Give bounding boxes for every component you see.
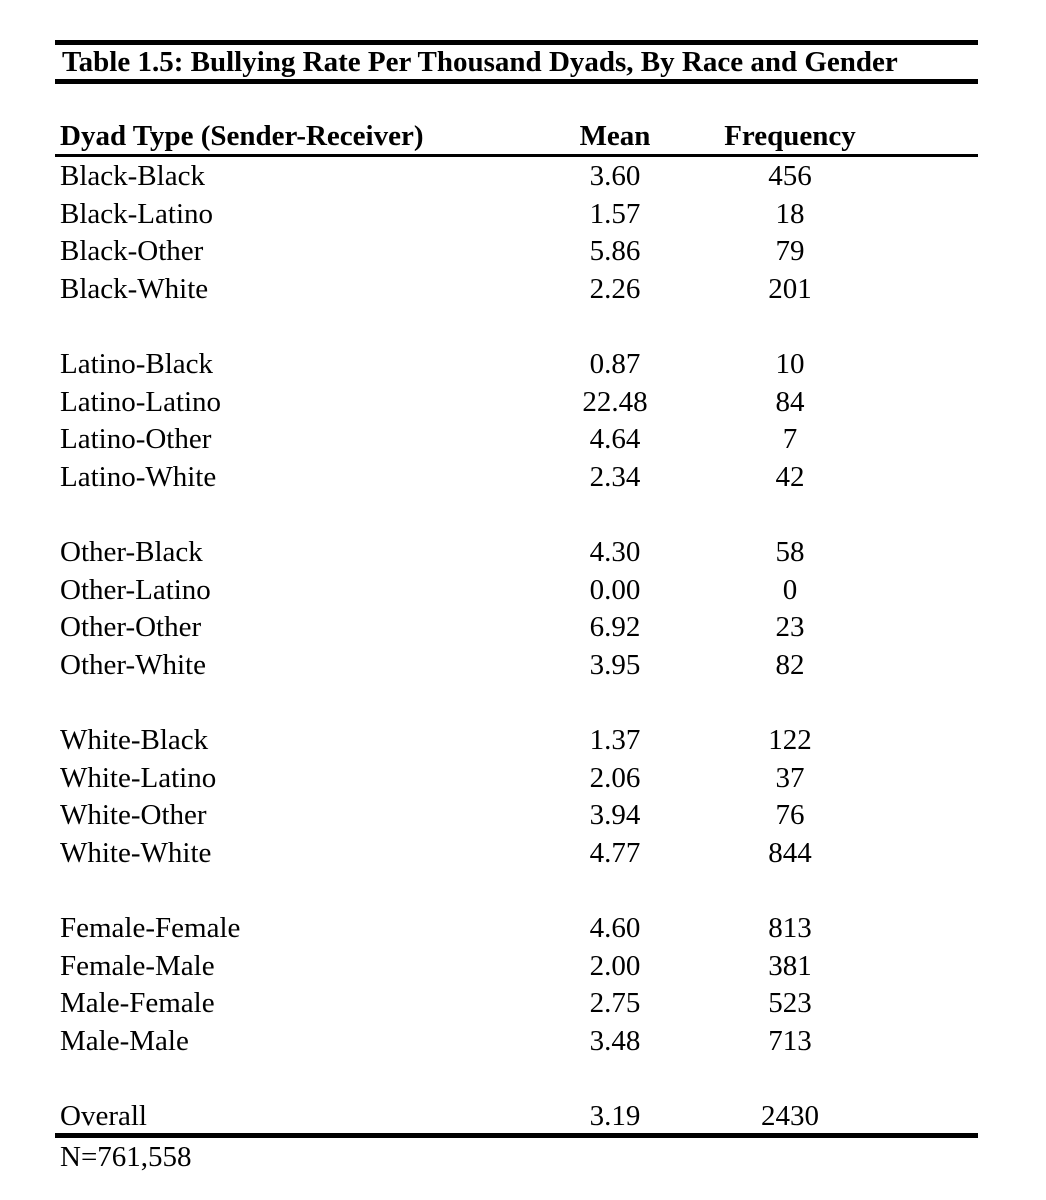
table-row: [0, 797, 1046, 834]
dyad-cell: Male-Female: [60, 987, 215, 1019]
mean-cell: 3.60: [589, 160, 641, 192]
table-row: [0, 572, 1046, 609]
mean-cell: 0.87: [589, 348, 641, 380]
frequency-cell: 42: [775, 461, 805, 493]
table-row: [0, 233, 1046, 270]
dyad-cell: Black-Black: [60, 160, 205, 192]
dyad-cell: Female-Male: [60, 950, 215, 982]
dyad-cell: Other-Black: [60, 536, 203, 568]
mean-cell: 22.48: [582, 386, 648, 418]
table-row: [0, 459, 1046, 496]
mean-cell: 2.06: [589, 762, 641, 794]
mean-cell: 4.60: [589, 912, 641, 944]
frequency-cell: 37: [775, 762, 805, 794]
table-row: [0, 910, 1046, 947]
table-row: [0, 1023, 1046, 1060]
mean-cell: 2.00: [589, 950, 641, 982]
table-title: Table 1.5: Bullying Rate Per Thousand Dyads, By Race and Gender: [62, 46, 898, 78]
dyad-cell: Overall: [60, 1100, 147, 1132]
frequency-cell: 58: [775, 536, 805, 568]
table-row: [0, 271, 1046, 308]
dyad-cell: Male-Male: [60, 1025, 189, 1057]
frequency-cell: 7: [782, 423, 798, 455]
table-row: [0, 534, 1046, 571]
frequency-cell: 79: [775, 235, 805, 267]
dyad-cell: White-White: [60, 837, 212, 869]
frequency-cell: 23: [775, 611, 805, 643]
frequency-cell: 2430: [761, 1100, 819, 1132]
frequency-cell: 456: [768, 160, 812, 192]
frequency-cell: 201: [768, 273, 812, 305]
table-row: [0, 1098, 1046, 1135]
mean-cell: 0.00: [589, 574, 641, 606]
table-row: [0, 384, 1046, 421]
frequency-cell: 84: [775, 386, 805, 418]
column-header-frequency: Frequency: [724, 120, 856, 152]
mean-cell: 3.94: [589, 799, 641, 831]
table-row: [0, 948, 1046, 985]
dyad-cell: Black-Other: [60, 235, 204, 267]
table-row: [0, 760, 1046, 797]
dyad-cell: Latino-White: [60, 461, 217, 493]
dyad-cell: Black-Latino: [60, 198, 214, 230]
dyad-cell: White-Black: [60, 724, 209, 756]
table-row: [0, 647, 1046, 684]
mean-cell: 6.92: [589, 611, 641, 643]
mean-cell: 1.37: [589, 724, 641, 756]
title-rule: [55, 79, 978, 84]
table-row: [0, 346, 1046, 383]
frequency-cell: 82: [775, 649, 805, 681]
mean-cell: 1.57: [589, 198, 641, 230]
frequency-cell: 10: [775, 348, 805, 380]
header-rule: [55, 154, 978, 157]
mean-cell: 2.75: [589, 987, 641, 1019]
dyad-cell: White-Other: [60, 799, 207, 831]
dyad-cell: Latino-Other: [60, 423, 212, 455]
mean-cell: 3.95: [589, 649, 641, 681]
frequency-cell: 18: [775, 198, 805, 230]
table-row: [0, 158, 1046, 195]
frequency-cell: 381: [768, 950, 812, 982]
mean-cell: 3.19: [589, 1100, 641, 1132]
bottom-rule: [55, 1133, 978, 1138]
mean-cell: 3.48: [589, 1025, 641, 1057]
mean-cell: 4.30: [589, 536, 641, 568]
frequency-cell: 523: [768, 987, 812, 1019]
dyad-cell: Other-Latino: [60, 574, 211, 606]
mean-cell: 4.77: [589, 837, 641, 869]
mean-cell: 5.86: [589, 235, 641, 267]
dyad-cell: Female-Female: [60, 912, 241, 944]
table-row: [0, 196, 1046, 233]
frequency-cell: 122: [768, 724, 812, 756]
frequency-cell: 844: [768, 837, 812, 869]
sample-size-note: N=761,558: [60, 1141, 192, 1173]
frequency-cell: 813: [768, 912, 812, 944]
dyad-cell: Latino-Latino: [60, 386, 222, 418]
mean-cell: 2.34: [589, 461, 641, 493]
table-row: [0, 609, 1046, 646]
mean-cell: 2.26: [589, 273, 641, 305]
table-row: [0, 835, 1046, 872]
mean-cell: 4.64: [589, 423, 641, 455]
table-row: [0, 421, 1046, 458]
frequency-cell: 713: [768, 1025, 812, 1057]
frequency-cell: 76: [775, 799, 805, 831]
column-header-dyad: Dyad Type (Sender-Receiver): [60, 120, 424, 152]
dyad-cell: Other-White: [60, 649, 206, 681]
table-row: [0, 722, 1046, 759]
column-header-mean: Mean: [579, 120, 651, 152]
dyad-cell: White-Latino: [60, 762, 217, 794]
dyad-cell: Latino-Black: [60, 348, 214, 380]
frequency-cell: 0: [782, 574, 798, 606]
table-row: [0, 985, 1046, 1022]
dyad-cell: Other-Other: [60, 611, 202, 643]
dyad-cell: Black-White: [60, 273, 209, 305]
